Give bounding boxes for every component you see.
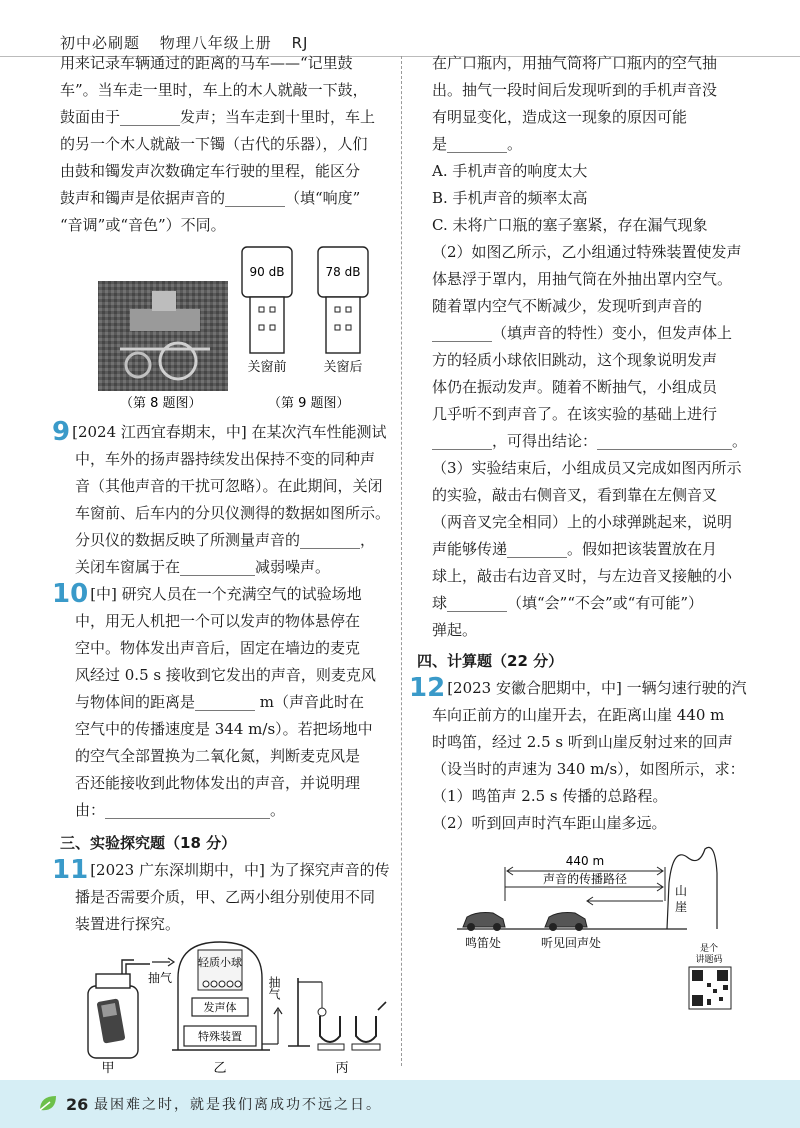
fig12-diagram (457, 847, 717, 950)
fig12-distance: 440 m (565, 854, 605, 868)
fig11-label-jia: 甲 (101, 1061, 115, 1076)
qr-label-1: 是个 (699, 944, 719, 954)
q11-line: 的实验，敲击右侧音叉，看到靠在左侧音叉 (432, 486, 718, 504)
fig11-device-label: 特殊装置 (198, 1030, 242, 1043)
car-icon (463, 913, 505, 932)
q12-line: （设当时的声速为 340 m/s），如图所示，求： (432, 760, 745, 778)
q12-line: 时鸣笛，经过 2.5 s 听到山崖反射过来的回声 (432, 733, 733, 751)
q8-line: 车”。当车走一里时，车上的木人就敲一下鼓， (60, 81, 368, 99)
q11-line: 出。抽气一段时间后发现听到的手机声音没 (432, 81, 718, 99)
q8-line: 鼓声和镯声是依据声音的________（填“响度” (60, 189, 361, 207)
meter-right-label: 关窗后 (323, 360, 363, 375)
fig8-caption: （第 8 题图） (120, 396, 202, 411)
q10-line: 的空气全部置换为二氧化氮，判断麦克风是 (75, 747, 361, 765)
q11-number: 11 (52, 855, 89, 885)
q12-line: [2023 安徽合肥期中，中] 一辆匀速行驶的汽 (447, 679, 747, 697)
q11-line: [2023 广东深圳期中，中] 为了探究声音的传 (90, 861, 390, 879)
q11-line: 球________（填“会”“不会”或“有可能”） (432, 594, 704, 612)
fig11-tuning-forks (288, 978, 386, 1076)
q8-line: 用来记录车辆通过的距离的马车——“记里鼓 (60, 54, 353, 72)
left-column (52, 50, 391, 1105)
q9-line: 中，车外的扬声器持续发出保持不变的同种声 (75, 450, 376, 468)
q11-line: 弹起。 (432, 621, 478, 639)
q8-line: 由鼓和镯发声次数确定车行驶的里程，能区分 (60, 162, 361, 180)
q11-option: A. 手机声音的响度太大 (432, 162, 588, 180)
q9-line: 分贝仪的数据反映了所测量声音的________， (75, 531, 376, 549)
q12-number: 12 (409, 673, 446, 703)
meter-right-value: 78 dB (325, 265, 361, 279)
q10-line: 空气中的传播速度是 344 m/s）。若把场地中 (75, 720, 373, 738)
q11-option: B. 手机声音的频率太高 (432, 189, 588, 207)
q9-line: 车窗前、后车内的分贝仪测得的数据如图所示。 (75, 504, 391, 522)
q11-line: 在广口瓶内，用抽气筒将广口瓶内的空气抽 (432, 54, 718, 72)
q10-line: 中，用无人机把一个可以发声的物体悬停在 (75, 612, 361, 630)
qr-label-2: 讲题码 (695, 955, 723, 965)
q10-number: 10 (52, 579, 89, 609)
fig9-meter-right (318, 247, 368, 375)
leaf-icon (36, 1092, 60, 1116)
q9-number: 9 (52, 417, 71, 447)
q10-line: 空中。物体发出声音后，固定在墙边的麦克 (75, 639, 361, 657)
q11-line: 随着罩内空气不断减少，发现听到声音的 (432, 297, 703, 315)
fig8-photo (98, 281, 228, 391)
q12-part: （1）鸣笛声 2.5 s 传播的总路程。 (432, 787, 668, 805)
edition-label: RJ (291, 34, 309, 52)
book-title: 初中必刷题 (60, 34, 141, 52)
q11-line: ________（填声音的特性）变小，但发声体上 (432, 324, 733, 342)
q10-line: 风经过 0.5 s 接收到它发出的声音，则麦克风 (75, 666, 376, 684)
meter-left-label: 关窗前 (247, 360, 287, 375)
meter-left-value: 90 dB (249, 265, 285, 279)
fig11-pump-label-b: 抽气 (267, 976, 281, 1000)
q12-part: （2）听到回声时汽车距山崖多远。 (432, 814, 667, 832)
column-divider (401, 56, 402, 1066)
fig11-source-label: 发声体 (203, 1001, 237, 1014)
page-number: 26 (66, 1095, 89, 1114)
figure-12-svg (417, 843, 747, 1023)
q11-line: （2）如图乙所示，乙小组通过特殊装置使发声 (432, 243, 742, 261)
footer-motto: 最困难之时，就是我们离成功不远之日。 (94, 1097, 382, 1113)
q10-line: [中] 研究人员在一个充满空气的试验场地 (90, 585, 362, 603)
fig9-caption: （第 9 题图） (268, 396, 350, 411)
q12-first-line (409, 673, 747, 703)
fig12-path-label: 声音的传播路径 (542, 872, 628, 886)
q10-line: 否还能接收到此物体发出的声音，并说明理 (75, 774, 361, 792)
fig12-cliff-label-2: 崖 (675, 900, 688, 914)
q9-line: 关闭车窗属于在__________减弱噪声。 (75, 558, 331, 576)
fig9-meter-left (242, 247, 292, 375)
q8-line: 的另一个木人就敲一下镯（古代的乐器），人们 (60, 135, 368, 153)
fig11-ball-label: 轻质小球 (198, 956, 242, 969)
q10-line: 与物体间的距离是________ m（声音此时在 (75, 693, 364, 711)
figure-11-svg (60, 938, 390, 1078)
section-3-heading: 三、实验探究题（18 分） (60, 834, 237, 852)
right-column (409, 50, 748, 1023)
q10-line: 由：______________________。 (75, 801, 286, 819)
fig11-pump-label-a: 抽气 (148, 971, 173, 985)
q11-line: 是________。 (432, 135, 523, 153)
q11-line: 球上，敲击右边音叉时，与左边音叉接触的小 (432, 567, 733, 585)
fig11-jar (88, 958, 174, 1076)
q11-line: （两音叉完全相同）上的小球弹跳起来，说明 (432, 513, 733, 531)
q8-line: 鼓面由于________发声；当车走到十里时，车上 (60, 108, 376, 126)
figures-8-9 (60, 239, 390, 419)
q11-line: 声能够传递________。假如把该装置放在月 (432, 540, 718, 558)
fig11-label-yi: 乙 (213, 1061, 227, 1076)
q12-line: 车向正前方的山崖开去，在距离山崖 440 m (432, 706, 725, 724)
fig12-car2-label: 听见回声处 (540, 936, 602, 950)
section-4-heading: 四、计算题（22 分） (417, 652, 564, 670)
fig12-cliff-label-1: 山 (675, 884, 688, 898)
q9-line: [2024 江西宜春期末，中] 在某次汽车性能测试 (72, 423, 387, 441)
subject-title: 物理八年级上册 (159, 34, 272, 52)
qr-code[interactable] (689, 942, 731, 1009)
q11-line: 播是否需要介质，甲、乙两小组分别使用不同 (75, 888, 376, 906)
q11-line: 几乎听不到声音了。在该实验的基础上进行 (432, 405, 718, 423)
q11-line: 装置进行探究。 (75, 915, 181, 933)
figure-8-9-svg (60, 239, 390, 419)
q11-line: 方的轻质小球依旧跳动，这个现象说明发声 (432, 351, 718, 369)
car-icon (545, 913, 587, 932)
q11-option: C. 未将广口瓶的塞子塞紧，存在漏气现象 (432, 216, 708, 234)
q11-line: ________，可得出结论：__________________。 (432, 432, 748, 450)
q11-line: 体悬浮于罩内，用抽气筒在外抽出罩内空气。 (432, 270, 733, 288)
q8-line: “音调”或“音色”）不同。 (60, 216, 226, 234)
q11-line: （3）实验结束后，小组成员又完成如图丙所示 (432, 459, 742, 477)
q10-first-line (52, 579, 390, 609)
q11-first-line (52, 855, 390, 885)
q11-line: 有明显变化，造成这一现象的原因可能 (432, 108, 688, 126)
fig11-label-bing: 丙 (335, 1061, 349, 1076)
q9-line: 音（其他声音的干扰可忽略）。在此期间，关闭 (75, 477, 383, 495)
fig12-car1-label: 鸣笛处 (464, 936, 502, 950)
q11-line: 体仍在振动发声。随着不断抽气，小组成员 (432, 378, 718, 396)
fig11-bell-jar (172, 942, 282, 1076)
q9-first-line (52, 417, 390, 447)
